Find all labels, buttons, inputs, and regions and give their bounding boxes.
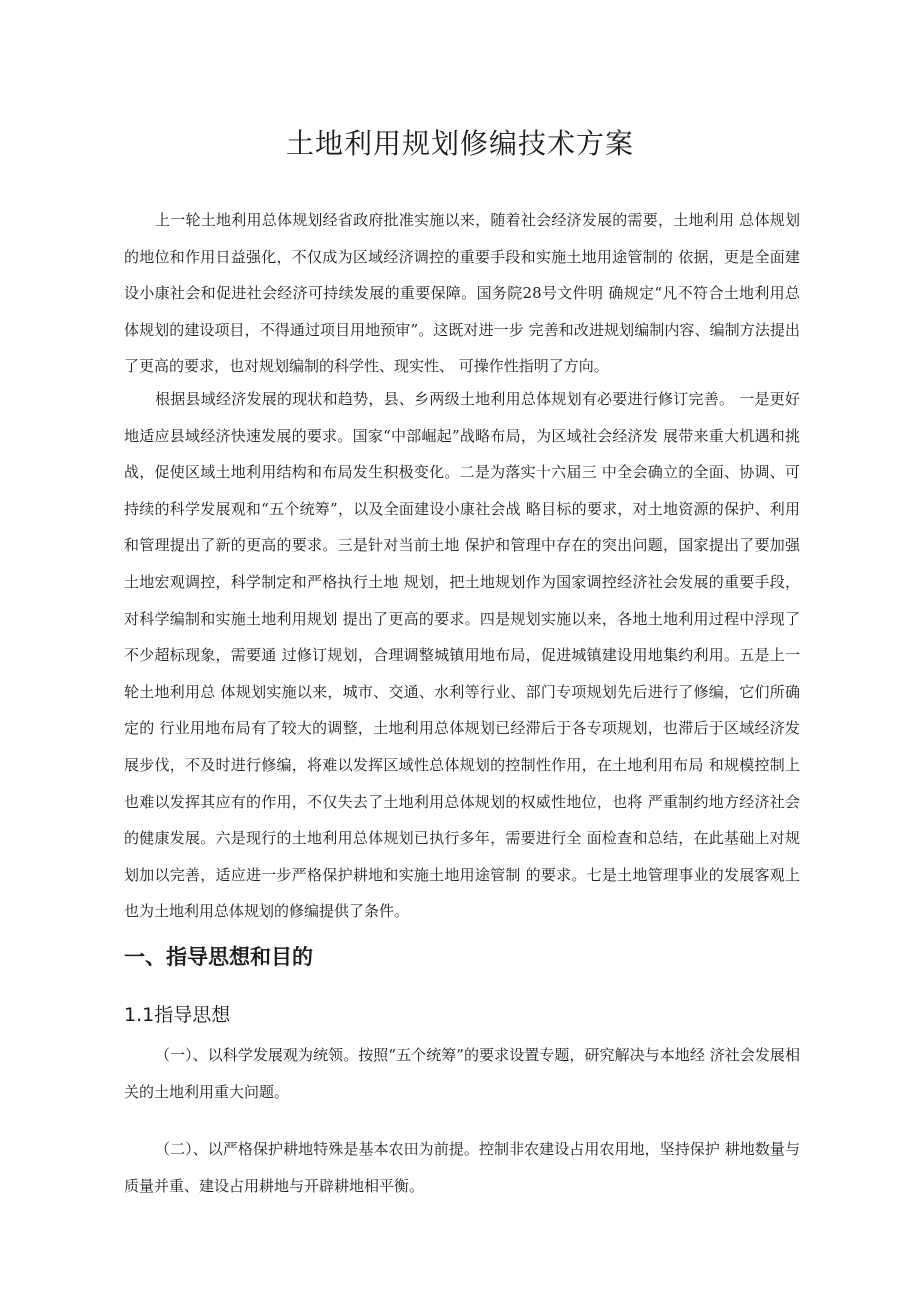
guideline-item: （一）、以科学发展观为统领。按照“五个统筹”的要求设置专题，研究解决与本地经 济社会发展相关的土地利用重大问题。 [124, 1046, 800, 1101]
subsection-heading: 1.1指导思想 [124, 1004, 231, 1026]
intro-paragraph: 根据县域经济发展的现状和趋势，县、乡两级土地利用总体规划有必要进行修订完善。 一是更好地适应县域经济快速发展的要求。国家“中部崛起”战略布局，为区域社会经济发 展带来重大机遇和挑战，促使区域土地利用结构和布局发生积极变化。二是为落实十六届三 中全会确立的全面、协调、可持续的科学发展观和“五个统筹”，以及全面建设小康社会战 略目标的要求，对土地资源的保护、利用和管理提出了新的更高的要求。三是针对当前土地 保护和管理中存在的突出问题，国家提出了要加强土地宏观调控，科学制定和严格执行土地 规划，把土地规划作为国家调控经济社会发展的重要手段，对科学编制和实施土地利用规划 提出了更高的要求。四是规划实施以来，各地土地利用过程中浮现了不少超标现象，需要通 过修订规划，合理调整城镇用地布局，促进城镇建设用地集约利用。五是上一轮土地利用总 体规划实施以来，城市、交通、水利等行业、部门专项规划先后进行了修编，它们所确定的 行业用地布局有了较大的调整，土地利用总体规划已经滞后于各专项规划，也滞后于区域经济发展步伐，不及时进行修编，将难以发挥区域性总体规划的控制性作用，在土地利用布局 和规模控制上也难以发挥其应有的作用，不仅失去了土地利用总体规划的权威性地位，也将 严重制约地方经济社会的健康发展。六是现行的土地利用总体规划已执行多年，需要进行全 面检查和总结，在此基础上对规划加以完善，适应进一步严格保护耕地和实施土地用途管制 的要求。七是土地管理事业的发展客观上也为土地利用总体规划的修编提供了条件。 [124, 390, 800, 921]
intro-paragraph: 上一轮土地利用总体规划经省政府批准实施以来，随着社会经济发展的需要，土地利用 总体规划的地位和作用日益强化，不仅成为区域经济调控的重要手段和实施土地用途管制的 依据，更是全面建设小康社会和促进社会经济可持续发展的重要保障。国务院28号文件明 确规定“凡不符合土地利用总体规划的建设项目，不得通过项目用地预审”。这既对进一步 完善和改进规划编制内容、编制方法提出了更高的要求，也对规划编制的科学性、现实性、 可操作性指明了方向。 [124, 211, 800, 376]
section-heading: 一、指导思想和目的 [124, 945, 313, 969]
document-title: 土地利用规划修编技术方案 [285, 127, 634, 160]
guideline-item: （二）、以严格保护耕地特殊是基本农田为前提。控制非农建设占用农用地，坚持保护 耕地数量与质量并重、建设占用耕地与开辟耕地相平衡。 [124, 1140, 800, 1195]
